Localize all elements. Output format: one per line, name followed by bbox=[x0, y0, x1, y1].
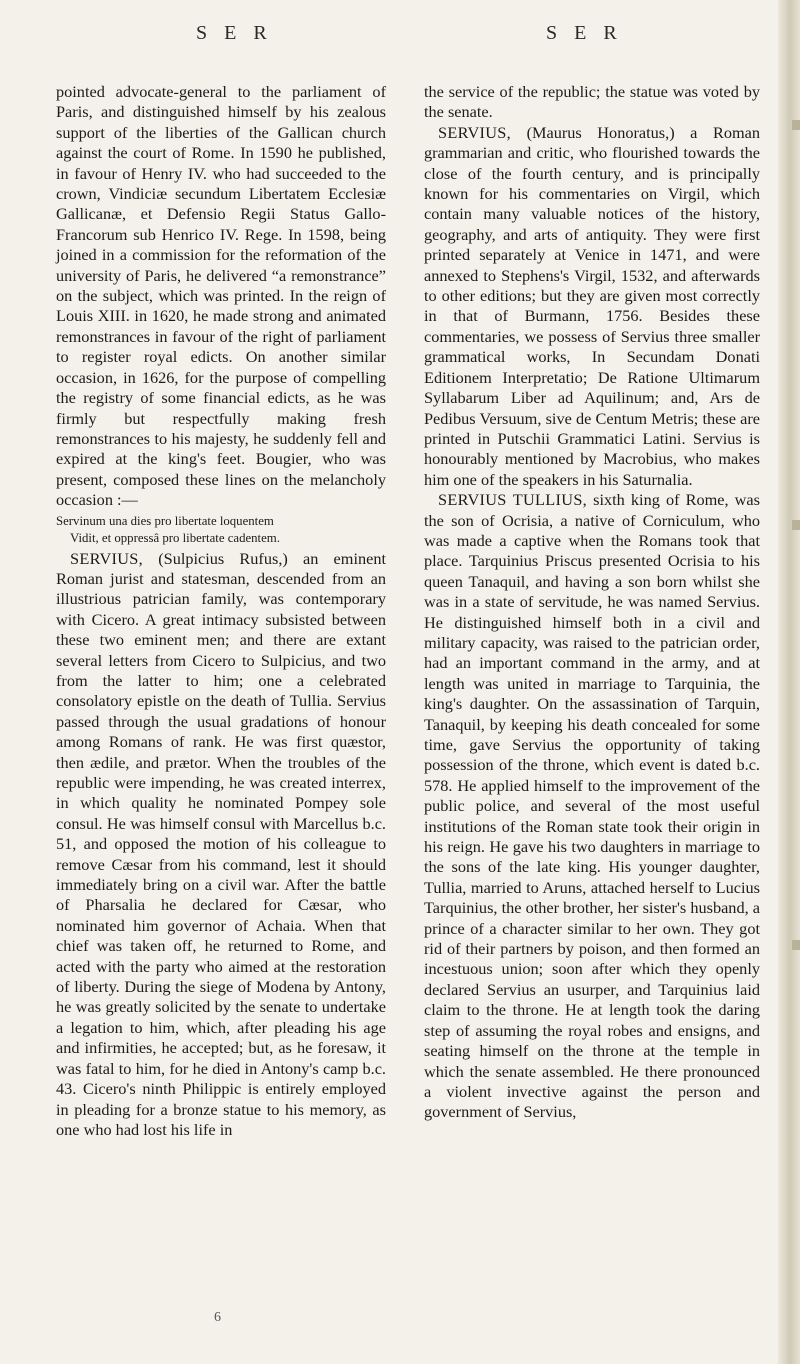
signature-mark: 6 bbox=[214, 1310, 221, 1325]
edge-mark bbox=[792, 520, 800, 530]
entry-text: sixth king of Rome, was the son of Ocrisia, a native of Corniculum, who was made a captive when the Romans took that place. Tarquinius Priscus presented Ocrisia to his queen Tanaquil, and having a son born whilst she was in a state of servitude, he was named Servius. He distinguished himself both in a civil and military capacity, was raised to the patrician order, had an important command in the army, and at length was united in marriage to Tarquinia, the king's daughter. On the assassination of Tarquin, Tanaquil, by keeping his death concealed for some time, gave Servius the opportunity of taking possession of the throne, which event is dated b.c. 578. He applied himself to the improvement of the public police, and several of the most useful institutions of the Roman state took their origin in his reign. He gave his two daughters in marriage to the sons of the late king. His younger daughter, Tullia, married to Aruns, attached herself to Lucius Tarquinius, the other brother, her sister's husband, a prince of a character similar to her own. They got rid of their partners by poison, and then formed an incestuous union; soon after which they openly declared Servius an usurper, and Tarquinius laid claim to the throne. He at length took the daring step of assuming the royal robes and ensigns, and seating himself on the throne at the temple in which the senate assembled. He there pronounced a violent invective against the person and government of Servius, bbox=[424, 490, 760, 1122]
page-edge bbox=[778, 0, 800, 1364]
entry-servius-maurus bbox=[424, 123, 760, 490]
latin-verse bbox=[56, 513, 386, 547]
edge-mark bbox=[792, 120, 800, 130]
entry-headword: SERVIUS TULLIUS, bbox=[438, 490, 588, 510]
running-head-left: S E R bbox=[196, 22, 273, 44]
entry-servius-tullius bbox=[424, 490, 760, 1123]
entry-text: (Sulpicius Rufus,) an eminent Roman jurist and statesman, descended from an illustrious patrician family, was contemporary with Cicero. A great intimacy subsisted between these two eminent men; and there are extant several letters from Cicero to Sulpicius, and two from the latter to him; one a celebrated consolatory epistle on the death of Tullia. Servius passed through the usual gradations of honour among Romans of rank. He was first quæstor, then ædile, and prætor. When the troubles of the republic were impending, he was created interrex, in which quality he nominated Pompey sole consul. He was himself consul with Marcellus b.c. 51, and opposed the motion of his colleague to remove Cæsar from his command, lest it should immediately bring on a civil war. After the battle of Pharsalia he declared for Cæsar, who nominated him governor of Achaia. When that chief was taken off, he returned to Rome, and acted with the party who aimed at the restoration of liberty. During the siege of Modena by Antony, he was greatly solicited by the senate to undertake a legation to him, which, after pleading his age and infirmities, he accepted; but, as he foresaw, it was fatal to him, for he died in Antony's camp b.c. 43. Cicero's ninth Philippic is entirely employed in pleading for a bronze statue to his memory, as one who had lost his life in bbox=[56, 548, 386, 1139]
running-head-right: S E R bbox=[546, 22, 623, 44]
paragraph-servius-continued: the service of the republic; the statue was voted by the senate. bbox=[424, 82, 760, 122]
entry-text: (Maurus Honoratus,) a Roman grammarian and critic, who flourished towards the close of the fourth century, and is principally known for his commentaries on Virgil, which contain many valuable notices of the history, geography, and arts of antiquity. They were first printed separately at Venice in 1471, and were annexed to Stephens's Virgil, 1532, and afterwards to other editions; but they are given most correctly in that of Burmann, 1756. Besides these commentaries, we possess of Servius three smaller grammatical works, In Secundam Donati Editionem Interpretatio; De Ratione Ultimarum Syllabarum Liber ad Aquilinum; and, Ars de Pedibus Versuum, sive de Centum Metris; these are printed in Putschii Grammatici Latini. Servius is honourably mentioned by Macrobius, who makes him one of the speakers in his Saturnalia. bbox=[424, 122, 760, 489]
paragraph-servin-continued: pointed advocate-general to the parliament of Paris, and distinguished himself by his zealous support of the liberties of the Gallican church against the court of Rome. In 1590 he published, in favour of Henry IV. who had succeeded to the crown, Vindiciæ secundum Libertatem Ecclesiæ Gallicanæ, et Defensio Regii Status Gallo-Francorum sub Henrico IV. Rege. In 1598, being joined in a commission for the reformation of the university of Paris, he delivered “a remonstrance” on the subject, which was printed. In the reign of Louis XIII. in 1620, he made strong and animated remonstrances in favour of the right of parliament to register royal edicts. On another similar occasion, in 1626, for the purpose of compelling the registry of some financial edicts, as he was firmly but respectfully making fresh remonstrances to his majesty, he suddenly fell and expired at the king's feet. Bougier, who was present, composed these lines on the melancholy occasion :— bbox=[56, 82, 386, 510]
entry-headword: SERVIUS, bbox=[70, 548, 144, 568]
right-column bbox=[424, 82, 760, 1123]
verse-line-1: Servinum una dies pro libertate loquentem bbox=[56, 513, 274, 528]
left-column bbox=[56, 82, 386, 1140]
entry-headword: SERVIUS, bbox=[438, 122, 512, 142]
edge-mark bbox=[792, 940, 800, 950]
entry-servius-sulpicius bbox=[56, 549, 386, 1141]
verse-line-2: Vidit, et oppressâ pro libertate cadentem. bbox=[70, 530, 280, 545]
